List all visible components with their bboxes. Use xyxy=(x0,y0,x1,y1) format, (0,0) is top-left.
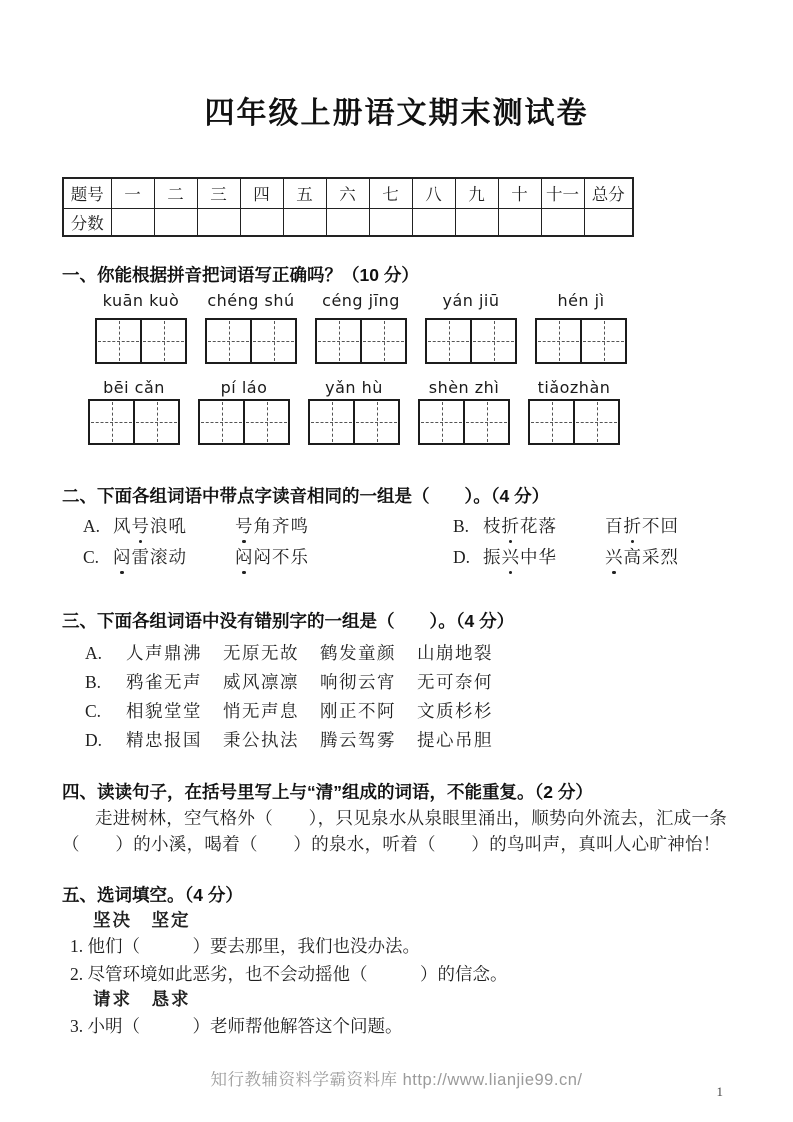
paper-body xyxy=(0,264,793,1037)
word-part: 中华 xyxy=(520,547,557,567)
pinyin-label: kuān kuò xyxy=(102,291,180,310)
score-input-cell xyxy=(240,208,283,236)
score-input-cell xyxy=(197,208,240,236)
score-header-cell: 四 xyxy=(240,178,283,208)
score-input-cell xyxy=(369,208,412,236)
score-header-cell: 二 xyxy=(154,178,197,208)
section-1-pinyin xyxy=(62,264,753,445)
score-header-cell: 题号 xyxy=(63,178,111,208)
option-row xyxy=(62,515,753,537)
grid-cell xyxy=(142,320,185,362)
option-word xyxy=(483,515,605,537)
word-part: 高采烈 xyxy=(623,547,679,567)
pinyin-label: bēi cǎn xyxy=(103,378,165,397)
grid-cell xyxy=(200,401,245,443)
writing-box-row-2 xyxy=(62,399,753,445)
word-pair: 坚决 坚定 xyxy=(93,910,191,930)
writing-grid-box xyxy=(418,399,510,445)
word-pair: 请求 恳求 xyxy=(93,989,191,1009)
dotted-char: 闷 xyxy=(113,547,132,567)
section-4-heading: 四、读读句子，在括号里写上与“清”组成的词语，不能重复。（2 分） xyxy=(62,782,593,802)
idiom: 鹤发童颜 xyxy=(320,643,396,663)
grid-cell xyxy=(575,401,618,443)
idiom: 响彻云宵 xyxy=(320,672,396,692)
section-5-heading: 五、选词填空。（4 分） xyxy=(62,885,243,905)
idiom: 提心吊胆 xyxy=(417,730,493,750)
word-part: 闷不乐 xyxy=(253,547,309,567)
idiom-row-c xyxy=(62,700,753,722)
writing-grid-box xyxy=(425,318,517,364)
pinyin-label: pí láo xyxy=(220,378,268,397)
word-part: 百 xyxy=(605,516,624,536)
score-header-cell: 九 xyxy=(455,178,498,208)
option-word xyxy=(113,515,235,537)
idiom: 无原无故 xyxy=(223,643,299,663)
score-input-cell xyxy=(584,208,633,236)
dotted-char: 折 xyxy=(623,516,642,536)
word-part: 浪吼 xyxy=(150,516,187,536)
idiom: 精忠报国 xyxy=(126,730,202,750)
idiom-row-d xyxy=(62,729,753,751)
score-header-cell: 一 xyxy=(111,178,154,208)
grid-cell xyxy=(420,401,465,443)
word-part: 不回 xyxy=(642,516,679,536)
idiom: 相貌堂堂 xyxy=(126,701,202,721)
idiom: 腾云驾雾 xyxy=(320,730,396,750)
idiom: 山崩地裂 xyxy=(417,643,493,663)
score-input-cell xyxy=(154,208,197,236)
writing-grid-box xyxy=(528,399,620,445)
score-input-cell xyxy=(498,208,541,236)
idiom-row-b xyxy=(62,671,753,693)
word-part: 枝 xyxy=(483,516,502,536)
score-input-cell xyxy=(455,208,498,236)
grid-cell xyxy=(207,320,252,362)
grid-cell xyxy=(582,320,625,362)
idiom: 文质杉杉 xyxy=(417,701,493,721)
word-part: 振 xyxy=(483,547,502,567)
writing-grid-box xyxy=(315,318,407,364)
idiom: 威风凛凛 xyxy=(223,672,299,692)
score-row-label: 分数 xyxy=(63,208,111,236)
option-label: D. xyxy=(85,730,103,750)
dotted-char: 折 xyxy=(501,516,520,536)
score-header-cell: 五 xyxy=(283,178,326,208)
pinyin-label: shèn zhì xyxy=(428,378,500,397)
section-1-heading: 一、你能根据拼音把词语写正确吗？（10 分） xyxy=(62,265,419,285)
writing-grid-box xyxy=(88,399,180,445)
score-header-cell: 十 xyxy=(498,178,541,208)
section-2-pronunciation xyxy=(62,485,753,568)
pinyin-label: yǎn hù xyxy=(325,378,383,397)
idiom: 无可奈何 xyxy=(417,672,493,692)
score-table-score-row xyxy=(63,208,633,236)
grid-cell xyxy=(97,320,142,362)
pinyin-label: chéng shú xyxy=(207,291,295,310)
option-word xyxy=(483,546,605,568)
option-label: B. xyxy=(85,672,102,692)
section-5-word-choice xyxy=(62,884,753,1037)
option-label: A. xyxy=(83,516,101,536)
option-c xyxy=(83,546,453,568)
score-header-cell: 七 xyxy=(369,178,412,208)
section-3-heading: 三、下面各组词语中没有错别字的一组是（ ）。（4 分） xyxy=(62,611,515,631)
writing-grid-box xyxy=(308,399,400,445)
idiom: 秉公执法 xyxy=(223,730,299,750)
option-label: A. xyxy=(85,643,103,663)
idiom: 悄无声息 xyxy=(223,701,299,721)
score-input-cell xyxy=(412,208,455,236)
grid-cell xyxy=(530,401,575,443)
idiom: 鸦雀无声 xyxy=(126,672,202,692)
grid-cell xyxy=(90,401,135,443)
writing-grid-box xyxy=(95,318,187,364)
grid-cell xyxy=(537,320,582,362)
dotted-char: 号 xyxy=(235,516,254,536)
pinyin-row-1 xyxy=(62,292,753,310)
section-3-typos xyxy=(62,610,753,751)
section-4-qing-words xyxy=(62,781,753,855)
pinyin-row-2 xyxy=(62,379,753,397)
idiom-row-a xyxy=(62,642,753,664)
idiom: 人声鼎沸 xyxy=(126,643,202,663)
option-label: C. xyxy=(85,701,102,721)
section-2-heading: 二、下面各组词语中带点字读音相同的一组是（ ）。（4 分） xyxy=(62,486,550,506)
word-part: 风 xyxy=(113,516,132,536)
writing-grid-box xyxy=(198,399,290,445)
option-row xyxy=(62,546,753,568)
option-d xyxy=(453,546,679,568)
option-word xyxy=(235,546,309,568)
score-table-header-row xyxy=(63,178,633,208)
word-part: 花落 xyxy=(520,516,557,536)
pinyin-label: céng jīng xyxy=(322,291,400,310)
grid-cell xyxy=(362,320,405,362)
dotted-char: 闷 xyxy=(235,547,254,567)
score-input-cell xyxy=(111,208,154,236)
grid-cell xyxy=(135,401,178,443)
page-number: 1 xyxy=(716,1084,723,1099)
option-word xyxy=(605,546,679,568)
pinyin-label: tiǎozhàn xyxy=(537,378,611,397)
option-a xyxy=(83,515,453,537)
option-label: D. xyxy=(453,547,471,567)
score-input-cell xyxy=(541,208,584,236)
option-b xyxy=(453,515,679,537)
dotted-char: 兴 xyxy=(605,547,624,567)
word-part: 角齐鸣 xyxy=(253,516,309,536)
numbered-item: 1. 他们（ ）要去那里，我们也没办法。 xyxy=(70,936,420,956)
score-header-cell: 十一 xyxy=(541,178,584,208)
idiom: 刚正不阿 xyxy=(320,701,396,721)
grid-cell xyxy=(310,401,355,443)
numbered-item: 3. 小明（ ）老师帮他解答这个问题。 xyxy=(70,1016,403,1036)
score-header-cell: 八 xyxy=(412,178,455,208)
score-input-cell xyxy=(326,208,369,236)
writing-grid-box xyxy=(535,318,627,364)
pinyin-label: yán jiū xyxy=(442,291,500,310)
score-header-cell: 六 xyxy=(326,178,369,208)
page-title: 四年级上册语文期末测试卷 xyxy=(204,97,589,130)
option-label: C. xyxy=(83,547,100,567)
grid-cell xyxy=(252,320,295,362)
sentence-line: （ ）的小溪，喝着（ ）的泉水，听着（ ）的鸟叫声，真叫人心旷神怡！ xyxy=(62,834,721,854)
dotted-char: 号 xyxy=(131,516,150,536)
option-label: B. xyxy=(453,516,470,536)
grid-cell xyxy=(465,401,508,443)
sentence-line: 走进树林，空气格外（ ），只见泉水从泉眼里涌出，顺势向外流去，汇成一条 xyxy=(95,808,728,828)
score-header-cell: 三 xyxy=(197,178,240,208)
pinyin-label: hén jì xyxy=(557,291,605,310)
option-word xyxy=(605,515,679,537)
score-input-cell xyxy=(283,208,326,236)
writing-box-row-1 xyxy=(62,318,753,364)
grid-cell xyxy=(245,401,288,443)
grid-cell xyxy=(472,320,515,362)
dotted-char: 兴 xyxy=(501,547,520,567)
grid-cell xyxy=(427,320,472,362)
numbered-item: 2. 尽管环境如此恶劣，也不会动摇他（ ）的信念。 xyxy=(70,964,508,984)
option-word xyxy=(113,546,235,568)
writing-grid-box xyxy=(205,318,297,364)
grid-cell xyxy=(355,401,398,443)
grid-cell xyxy=(317,320,362,362)
score-table xyxy=(62,177,634,237)
score-header-cell: 总分 xyxy=(584,178,633,208)
footer-watermark: 知行教辅资料学霸资料库 http://www.lianjie99.cn/ xyxy=(210,1071,583,1089)
word-part: 雷滚动 xyxy=(131,547,187,567)
option-word xyxy=(235,515,309,537)
